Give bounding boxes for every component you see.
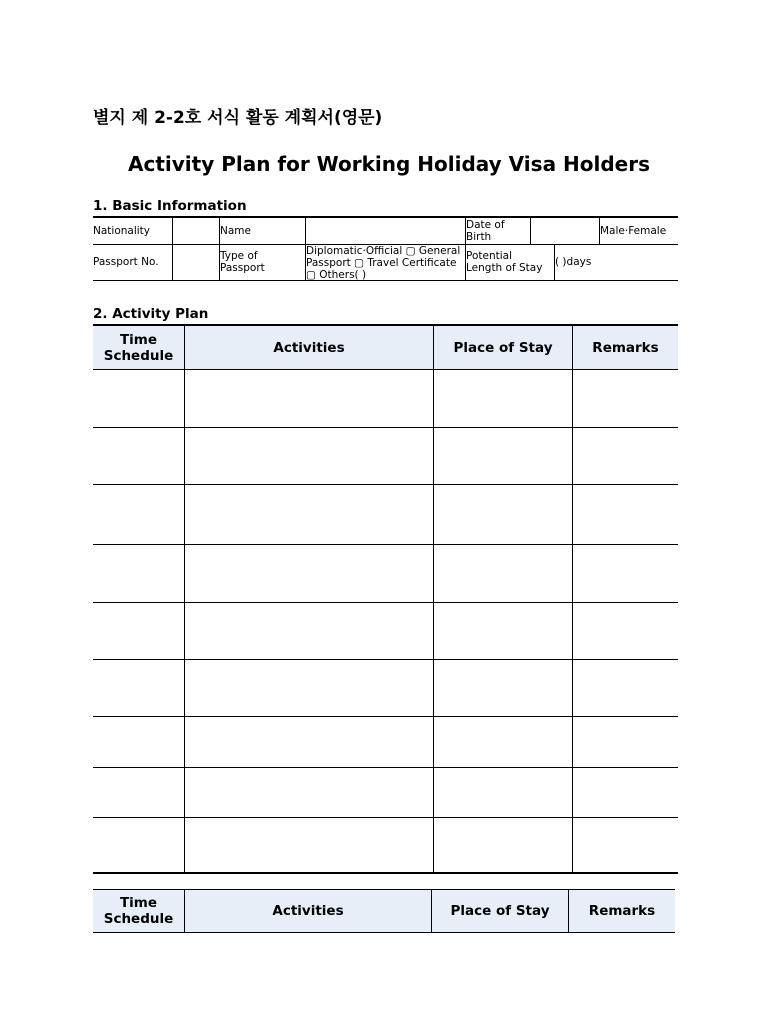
passport-number-field[interactable] xyxy=(173,245,219,281)
document-title: Activity Plan for Working Holiday Visa Holders xyxy=(127,152,651,176)
row-divider xyxy=(93,544,678,545)
length-of-stay-label: Potential Length of Stay xyxy=(466,250,543,274)
header-activities: Activities xyxy=(272,903,344,919)
header-activities: Activities xyxy=(273,339,345,356)
name-field[interactable] xyxy=(306,218,465,244)
row-divider xyxy=(93,817,678,818)
row-divider xyxy=(93,484,678,485)
form-number-label: 별지 제 2-2호 서식 활동 계획서(영문) xyxy=(93,108,383,128)
row-divider xyxy=(93,369,678,370)
row-divider xyxy=(93,427,678,428)
length-of-stay-field[interactable]: ( )days xyxy=(555,256,592,268)
passport-type-label: Type of Passport xyxy=(220,250,265,274)
header-time-schedule: Time Schedule xyxy=(103,331,174,364)
row-divider xyxy=(93,659,678,660)
header-place-of-stay: Place of Stay xyxy=(450,903,550,919)
date-of-birth-field[interactable] xyxy=(531,218,599,244)
header-remarks: Remarks xyxy=(592,339,659,356)
section-activity-plan-heading: 2. Activity Plan xyxy=(93,306,209,322)
nationality-field[interactable] xyxy=(173,218,219,244)
col-divider xyxy=(572,326,573,872)
name-label: Name xyxy=(220,225,251,237)
date-of-birth-label: Date of Birth xyxy=(466,219,505,243)
header-remarks: Remarks xyxy=(588,903,656,919)
basic-information-table xyxy=(93,216,678,281)
row-divider xyxy=(93,767,678,768)
activity-plan-table-continued xyxy=(93,889,675,933)
passport-number-label: Passport No. xyxy=(93,256,159,268)
sex-selector[interactable]: Male·Female xyxy=(600,225,667,237)
col-divider xyxy=(184,326,185,872)
header-time-schedule: Time Schedule xyxy=(103,895,174,927)
section-basic-information-heading: 1. Basic Information xyxy=(93,198,247,214)
col-divider xyxy=(433,326,434,872)
row-divider xyxy=(93,602,678,603)
activity-plan-table xyxy=(93,324,678,874)
passport-type-options[interactable]: Diplomatic·Official ▢ General Passport ▢ Travel Certificate ▢ Others( ) xyxy=(306,245,461,281)
nationality-label: Nationality xyxy=(93,225,151,237)
row-divider xyxy=(93,716,678,717)
header-place-of-stay: Place of Stay xyxy=(453,339,553,356)
